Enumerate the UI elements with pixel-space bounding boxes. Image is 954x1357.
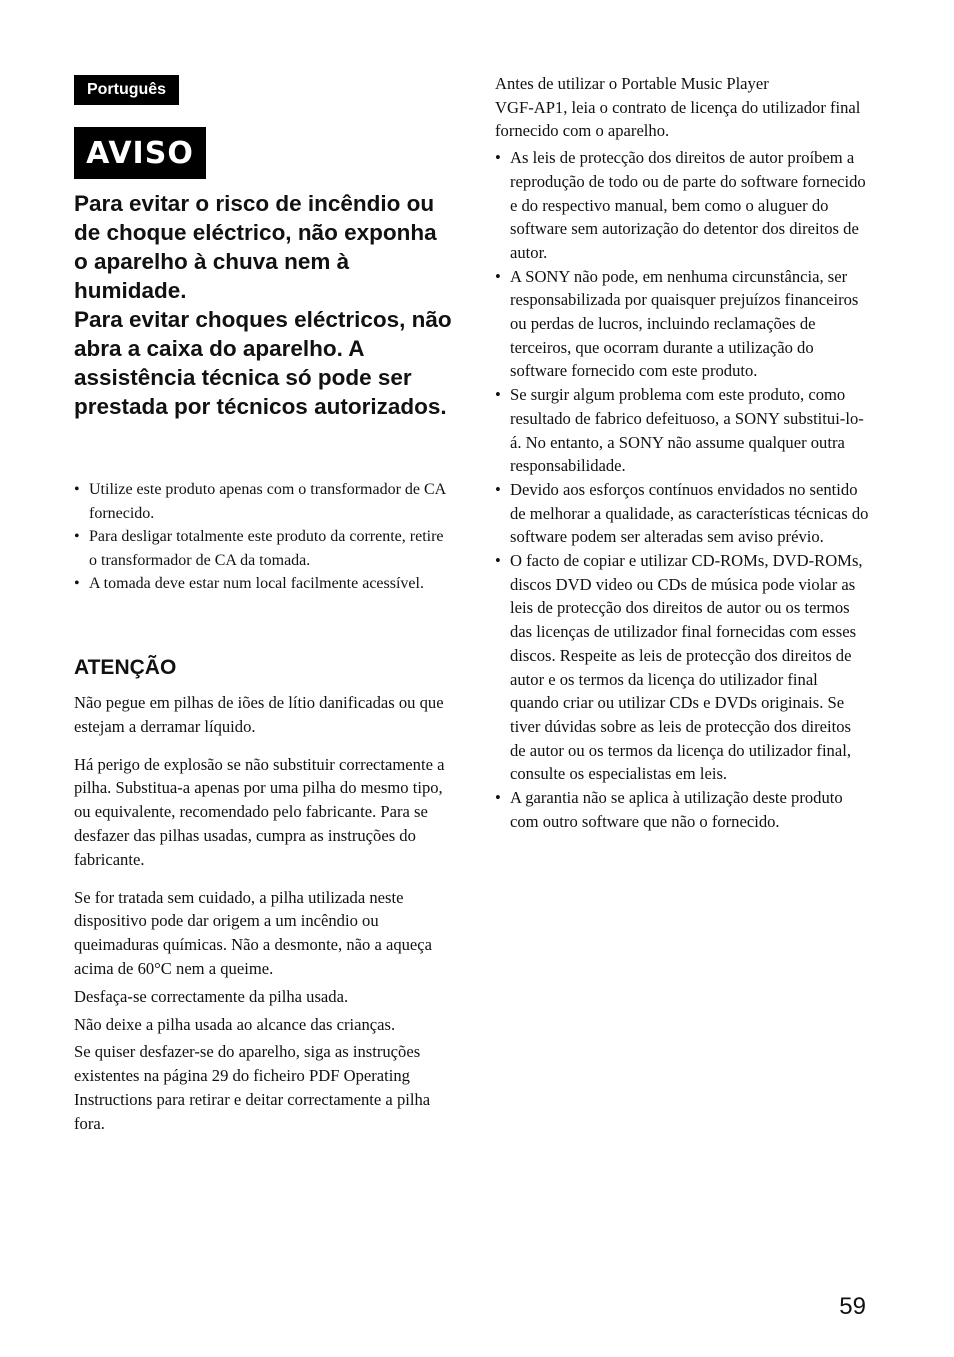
list-item [495, 478, 870, 549]
language-tag: Português [74, 75, 179, 105]
license-bullet-list [495, 146, 870, 833]
list-item [495, 549, 870, 786]
bullet-icon: • [74, 528, 80, 546]
bullet-icon: • [495, 551, 501, 571]
attention-paragraph: Não deixe a pilha usada ao alcance das crianças. [74, 1014, 396, 1034]
bullet-icon: • [74, 575, 80, 593]
intro-line: Antes de utilizar o Portable Music Player [495, 74, 769, 93]
attention-paragraph: Se for tratada sem cuidado, a pilha utilizada neste dispositivo pode dar origem a um incêndio ou queimaduras químicas. Não a desmonte, não a aqueça acima de 60°C nem a queime. [74, 887, 433, 978]
list-item-text: As leis de protecção dos direitos de autor proíbem a reprodução de todo ou de parte do software fornecido e do respectivo manual, bem como o aluguer do software sem autorização do detentor dos direitos de autor. [510, 148, 866, 262]
license-notes [495, 72, 870, 834]
bullet-icon: • [495, 385, 501, 405]
list-item-text: Se surgir algum problema com este produto, como resultado de fabrico defeituoso, a SONY substitui-lo-á. No entanto, a SONY não assume qualquer outra responsabilidade. [510, 385, 864, 476]
safety-warning [74, 189, 454, 421]
power-adapter-notes [74, 478, 446, 596]
list-item-text: O facto de copiar e utilizar CD-ROMs, DVD-ROMs, discos DVD video ou CDs de música pode violar as leis de protecção dos direitos de autor ou os termos das licenças de utilizador final fornecidas com esses discos. Respeite as leis de protecção dos direitos de autor e os termos da licença do utilizador final quando criar ou utilizar CDs e DVDs originais. Se tiver dúvidas sobre as leis de protecção dos direitos de autor ou os termos da licença do utilizador final, consulte os especialistas em leis. [510, 551, 863, 784]
list-item-text: A garantia não se aplica à utilização deste produto com outro software que não o fornecido. [510, 788, 843, 831]
list-item [74, 572, 446, 596]
list-item [495, 786, 870, 833]
bullet-icon: • [495, 148, 501, 168]
list-item [495, 383, 870, 478]
list-item [74, 525, 446, 572]
attention-paragraph: Há perigo de explosão se não substituir correctamente a pilha. Substitua-a apenas por uma pilha do mesmo tipo, ou equivalente, recomendado pelo fabricante. Para se desfazer das pilhas usadas, cumpra as instruções do fabricante. [74, 754, 445, 869]
bullet-icon: • [495, 266, 501, 286]
attention-paragraph: Se quiser desfazer-se do aparelho, siga as instruções existentes na página 29 do ficheiro PDF Operating Instructions para retirar e deitar correctamente a pilha fora. [74, 1042, 431, 1133]
list-item-text: Para desligar totalmente este produto da corrente, retire o transformador de CA da tomada. [89, 528, 444, 569]
page-title: AVISO [74, 127, 206, 179]
list-item-text: A SONY não pode, em nenhuma circunstância, ser responsabilizada por quaisquer prejuízos financeiros ou perdas de lucros, incluindo reclamações de terceiros, que ocorram durante a utilização do software fornecido com este produto. [510, 266, 859, 381]
list-item [74, 478, 446, 525]
warning-paragraph-2: Para evitar choques eléctricos, não abra a caixa do aparelho. A assistência técnica só pode ser prestada por técnicos autorizados. [74, 307, 452, 419]
list-item-text: A tomada deve estar num local facilmente acessível. [89, 575, 424, 593]
bullet-icon: • [74, 481, 80, 498]
bullet-icon: • [495, 788, 501, 808]
list-item [495, 146, 870, 265]
attention-paragraph: Não pegue em pilhas de iões de lítio danificadas ou que estejam a derramar líquido. [74, 693, 444, 736]
warning-paragraph-1: Para evitar o risco de incêndio ou de choque eléctrico, não exponha o aparelho à chuva nem à humidade. [74, 191, 437, 303]
list-item [495, 265, 870, 384]
attention-paragraph: Desfaça-se correctamente da pilha usada. [74, 986, 349, 1006]
attention-body [74, 691, 446, 1136]
page-number: 59 [839, 1293, 866, 1320]
attention-heading: ATENÇÃO [74, 656, 177, 679]
intro-line: VGF-AP1, leia o contrato de licença do utilizador final fornecido com o aparelho. [495, 97, 861, 141]
list-item-text: Utilize este produto apenas com o transformador de CA fornecido. [89, 481, 446, 522]
list-item-text: Devido aos esforços contínuos envidados no sentido de melhorar a qualidade, as características técnicas do software podem ser alteradas sem aviso prévio. [510, 479, 869, 547]
bullet-icon: • [495, 479, 501, 499]
